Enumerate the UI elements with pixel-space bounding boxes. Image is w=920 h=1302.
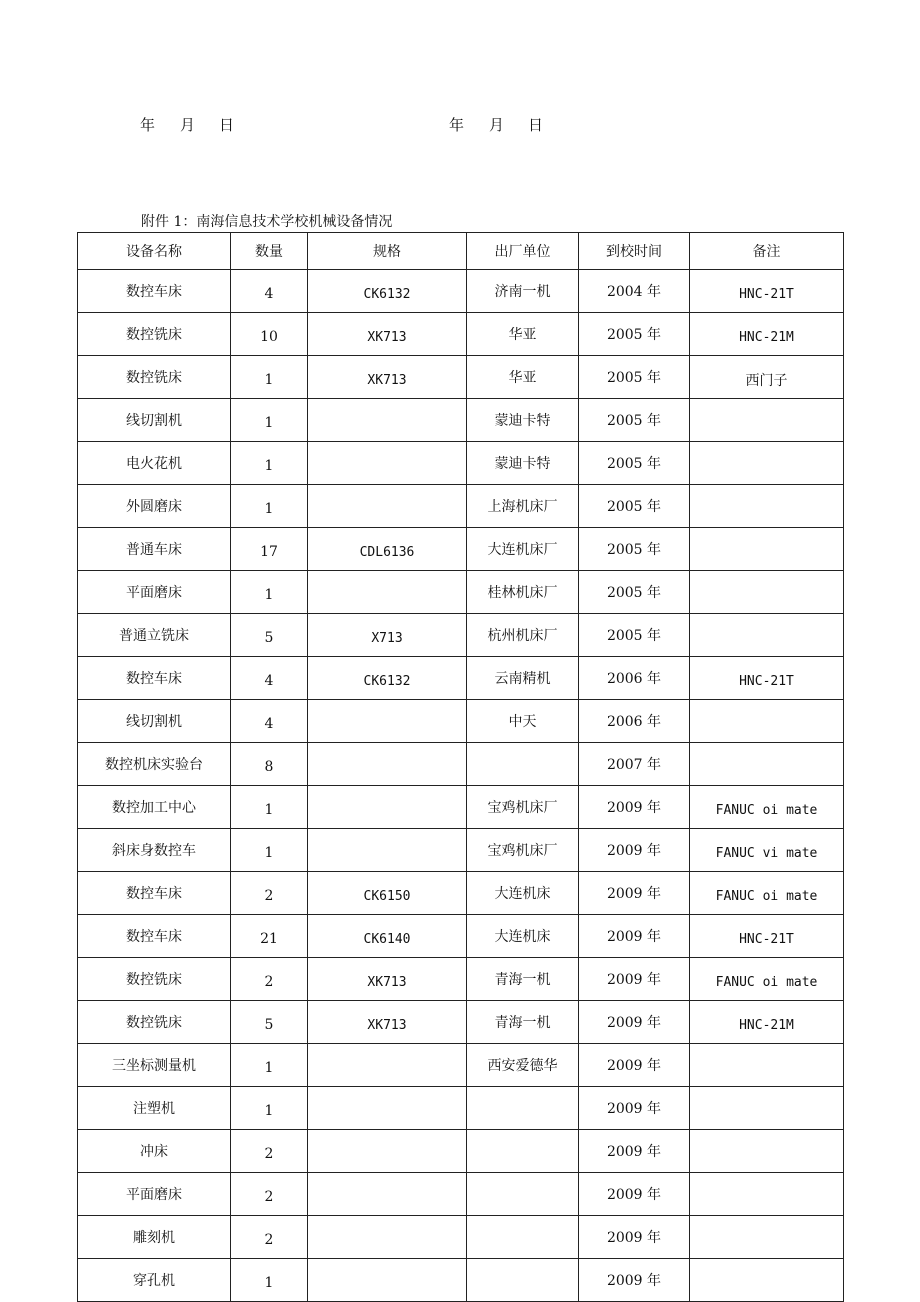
- cell-arrival-time: 2009 年: [579, 1001, 690, 1044]
- cell-arrival-time: 2005 年: [579, 571, 690, 614]
- cell-remarks: [690, 1173, 844, 1216]
- cell-equipment-name: 普通立铣床: [78, 614, 231, 657]
- cell-arrival-time: 2009 年: [579, 1173, 690, 1216]
- table-row: [78, 399, 844, 442]
- table-body: [78, 270, 844, 1302]
- cell-arrival-time: 2009 年: [579, 958, 690, 1001]
- cell-manufacturer: 华亚: [467, 313, 579, 356]
- cell-manufacturer: 中天: [467, 700, 579, 743]
- cell-manufacturer: 西安爱德华: [467, 1044, 579, 1087]
- cell-arrival-time: 2005 年: [579, 356, 690, 399]
- cell-equipment-name: 数控车床: [78, 872, 231, 915]
- cell-quantity: 10: [231, 313, 308, 356]
- table-row: [78, 700, 844, 743]
- cell-remarks: [690, 614, 844, 657]
- table-row: [78, 1173, 844, 1216]
- table-row: [78, 1044, 844, 1087]
- date-day-label: 日: [528, 116, 544, 134]
- cell-equipment-name: 普通车床: [78, 528, 231, 571]
- table-row: [78, 1130, 844, 1173]
- cell-equipment-name: 注塑机: [78, 1087, 231, 1130]
- table-row: [78, 829, 844, 872]
- table-row: [78, 485, 844, 528]
- cell-remarks: [690, 1087, 844, 1130]
- cell-equipment-name: 平面磨床: [78, 571, 231, 614]
- cell-specification: [308, 485, 467, 528]
- cell-manufacturer: 青海一机: [467, 958, 579, 1001]
- cell-manufacturer: [467, 1087, 579, 1130]
- date-month-label: 月: [180, 116, 196, 134]
- cell-arrival-time: 2009 年: [579, 786, 690, 829]
- cell-manufacturer: 上海机床厂: [467, 485, 579, 528]
- cell-quantity: 5: [231, 1001, 308, 1044]
- cell-specification: [308, 442, 467, 485]
- cell-remarks: FANUC oi mate: [690, 786, 844, 829]
- cell-arrival-time: 2009 年: [579, 1044, 690, 1087]
- cell-arrival-time: 2009 年: [579, 915, 690, 958]
- table-row: [78, 571, 844, 614]
- cell-arrival-time: 2006 年: [579, 700, 690, 743]
- cell-manufacturer: 宝鸡机床厂: [467, 829, 579, 872]
- date-month-label: 月: [489, 116, 505, 134]
- header-manufacturer: 出厂单位: [467, 233, 579, 270]
- cell-remarks: [690, 485, 844, 528]
- table-row: [78, 614, 844, 657]
- cell-equipment-name: 雕刻机: [78, 1216, 231, 1259]
- cell-remarks: [690, 442, 844, 485]
- header-arrival-time: 到校时间: [579, 233, 690, 270]
- cell-quantity: 2: [231, 1173, 308, 1216]
- cell-arrival-time: 2009 年: [579, 1259, 690, 1302]
- cell-manufacturer: [467, 743, 579, 786]
- cell-equipment-name: 数控铣床: [78, 313, 231, 356]
- cell-specification: CDL6136: [308, 528, 467, 571]
- cell-manufacturer: 济南一机: [467, 270, 579, 313]
- cell-quantity: 17: [231, 528, 308, 571]
- cell-equipment-name: 数控车床: [78, 270, 231, 313]
- table-row: [78, 1087, 844, 1130]
- cell-specification: [308, 743, 467, 786]
- cell-manufacturer: 云南精机: [467, 657, 579, 700]
- signature-date-right: [449, 114, 543, 135]
- cell-specification: XK713: [308, 356, 467, 399]
- cell-arrival-time: 2005 年: [579, 614, 690, 657]
- cell-specification: XK713: [308, 313, 467, 356]
- cell-equipment-name: 线切割机: [78, 399, 231, 442]
- cell-remarks: FANUC oi mate: [690, 872, 844, 915]
- cell-manufacturer: [467, 1259, 579, 1302]
- cell-equipment-name: 数控加工中心: [78, 786, 231, 829]
- table-row: [78, 356, 844, 399]
- header-quantity: 数量: [231, 233, 308, 270]
- cell-quantity: 2: [231, 958, 308, 1001]
- table-row: [78, 958, 844, 1001]
- date-year-label: 年: [140, 116, 156, 134]
- cell-arrival-time: 2005 年: [579, 528, 690, 571]
- table-row: [78, 743, 844, 786]
- cell-equipment-name: 数控铣床: [78, 356, 231, 399]
- cell-manufacturer: 大连机床: [467, 915, 579, 958]
- cell-remarks: [690, 1130, 844, 1173]
- cell-quantity: 1: [231, 571, 308, 614]
- cell-specification: [308, 399, 467, 442]
- cell-manufacturer: 桂林机床厂: [467, 571, 579, 614]
- cell-manufacturer: 蒙迪卡特: [467, 399, 579, 442]
- cell-quantity: 21: [231, 915, 308, 958]
- cell-quantity: 1: [231, 1259, 308, 1302]
- cell-equipment-name: 数控机床实验台: [78, 743, 231, 786]
- table-caption: 附件 1：南海信息技术学校机械设备情况: [141, 214, 393, 230]
- equipment-table: [77, 232, 844, 1302]
- cell-arrival-time: 2009 年: [579, 872, 690, 915]
- cell-manufacturer: 杭州机床厂: [467, 614, 579, 657]
- cell-remarks: [690, 1259, 844, 1302]
- cell-specification: X713: [308, 614, 467, 657]
- cell-remarks: HNC-21T: [690, 915, 844, 958]
- table-row: [78, 1259, 844, 1302]
- cell-specification: [308, 1173, 467, 1216]
- cell-quantity: 5: [231, 614, 308, 657]
- cell-remarks: 西门子: [690, 356, 844, 399]
- cell-arrival-time: 2009 年: [579, 1087, 690, 1130]
- cell-remarks: HNC-21T: [690, 657, 844, 700]
- cell-quantity: 1: [231, 399, 308, 442]
- signature-date-left: [140, 114, 234, 135]
- cell-arrival-time: 2009 年: [579, 1216, 690, 1259]
- cell-remarks: [690, 399, 844, 442]
- table-row: [78, 1216, 844, 1259]
- cell-remarks: [690, 571, 844, 614]
- cell-specification: [308, 1087, 467, 1130]
- cell-arrival-time: 2004 年: [579, 270, 690, 313]
- cell-arrival-time: 2005 年: [579, 442, 690, 485]
- cell-arrival-time: 2006 年: [579, 657, 690, 700]
- cell-quantity: 1: [231, 1044, 308, 1087]
- table-row: [78, 872, 844, 915]
- cell-remarks: [690, 743, 844, 786]
- cell-arrival-time: 2005 年: [579, 485, 690, 528]
- cell-specification: CK6150: [308, 872, 467, 915]
- date-day-label: 日: [219, 116, 235, 134]
- cell-equipment-name: 三坐标测量机: [78, 1044, 231, 1087]
- cell-remarks: HNC-21M: [690, 1001, 844, 1044]
- cell-quantity: 4: [231, 700, 308, 743]
- table-header-row: [78, 233, 844, 270]
- table-row: [78, 528, 844, 571]
- cell-specification: [308, 1044, 467, 1087]
- table-row: [78, 313, 844, 356]
- cell-equipment-name: 数控车床: [78, 657, 231, 700]
- cell-quantity: 1: [231, 485, 308, 528]
- cell-manufacturer: 青海一机: [467, 1001, 579, 1044]
- cell-quantity: 8: [231, 743, 308, 786]
- header-remarks: 备注: [690, 233, 844, 270]
- cell-equipment-name: 穿孔机: [78, 1259, 231, 1302]
- table-row: [78, 915, 844, 958]
- cell-specification: [308, 829, 467, 872]
- cell-quantity: 1: [231, 442, 308, 485]
- cell-equipment-name: 线切割机: [78, 700, 231, 743]
- cell-manufacturer: [467, 1130, 579, 1173]
- cell-specification: XK713: [308, 1001, 467, 1044]
- cell-specification: CK6132: [308, 657, 467, 700]
- cell-quantity: 1: [231, 829, 308, 872]
- cell-specification: CK6140: [308, 915, 467, 958]
- cell-specification: [308, 1216, 467, 1259]
- cell-arrival-time: 2009 年: [579, 1130, 690, 1173]
- cell-manufacturer: 大连机床厂: [467, 528, 579, 571]
- table-row: [78, 786, 844, 829]
- cell-equipment-name: 外圆磨床: [78, 485, 231, 528]
- cell-specification: [308, 786, 467, 829]
- table-row: [78, 270, 844, 313]
- cell-specification: [308, 571, 467, 614]
- cell-manufacturer: 大连机床: [467, 872, 579, 915]
- cell-arrival-time: 2007 年: [579, 743, 690, 786]
- cell-remarks: FANUC oi mate: [690, 958, 844, 1001]
- cell-quantity: 1: [231, 1087, 308, 1130]
- cell-specification: CK6132: [308, 270, 467, 313]
- cell-specification: XK713: [308, 958, 467, 1001]
- cell-arrival-time: 2009 年: [579, 829, 690, 872]
- table-row: [78, 442, 844, 485]
- cell-remarks: FANUC vi mate: [690, 829, 844, 872]
- cell-equipment-name: 平面磨床: [78, 1173, 231, 1216]
- cell-quantity: 1: [231, 356, 308, 399]
- cell-manufacturer: 蒙迪卡特: [467, 442, 579, 485]
- cell-equipment-name: 数控车床: [78, 915, 231, 958]
- cell-equipment-name: 斜床身数控车: [78, 829, 231, 872]
- cell-equipment-name: 数控铣床: [78, 1001, 231, 1044]
- cell-quantity: 4: [231, 270, 308, 313]
- cell-remarks: [690, 700, 844, 743]
- cell-quantity: 2: [231, 1216, 308, 1259]
- cell-manufacturer: [467, 1216, 579, 1259]
- cell-remarks: HNC-21M: [690, 313, 844, 356]
- cell-equipment-name: 电火花机: [78, 442, 231, 485]
- cell-remarks: HNC-21T: [690, 270, 844, 313]
- cell-equipment-name: 冲床: [78, 1130, 231, 1173]
- header-specification: 规格: [308, 233, 467, 270]
- cell-arrival-time: 2005 年: [579, 399, 690, 442]
- cell-quantity: 1: [231, 786, 308, 829]
- cell-quantity: 2: [231, 1130, 308, 1173]
- cell-quantity: 2: [231, 872, 308, 915]
- cell-equipment-name: 数控铣床: [78, 958, 231, 1001]
- cell-quantity: 4: [231, 657, 308, 700]
- cell-manufacturer: [467, 1173, 579, 1216]
- cell-remarks: [690, 1216, 844, 1259]
- cell-remarks: [690, 1044, 844, 1087]
- header-equipment-name: 设备名称: [78, 233, 231, 270]
- cell-manufacturer: 宝鸡机床厂: [467, 786, 579, 829]
- cell-specification: [308, 1130, 467, 1173]
- cell-arrival-time: 2005 年: [579, 313, 690, 356]
- table-row: [78, 657, 844, 700]
- cell-manufacturer: 华亚: [467, 356, 579, 399]
- table-row: [78, 1001, 844, 1044]
- cell-remarks: [690, 528, 844, 571]
- cell-specification: [308, 1259, 467, 1302]
- cell-specification: [308, 700, 467, 743]
- date-year-label: 年: [449, 116, 465, 134]
